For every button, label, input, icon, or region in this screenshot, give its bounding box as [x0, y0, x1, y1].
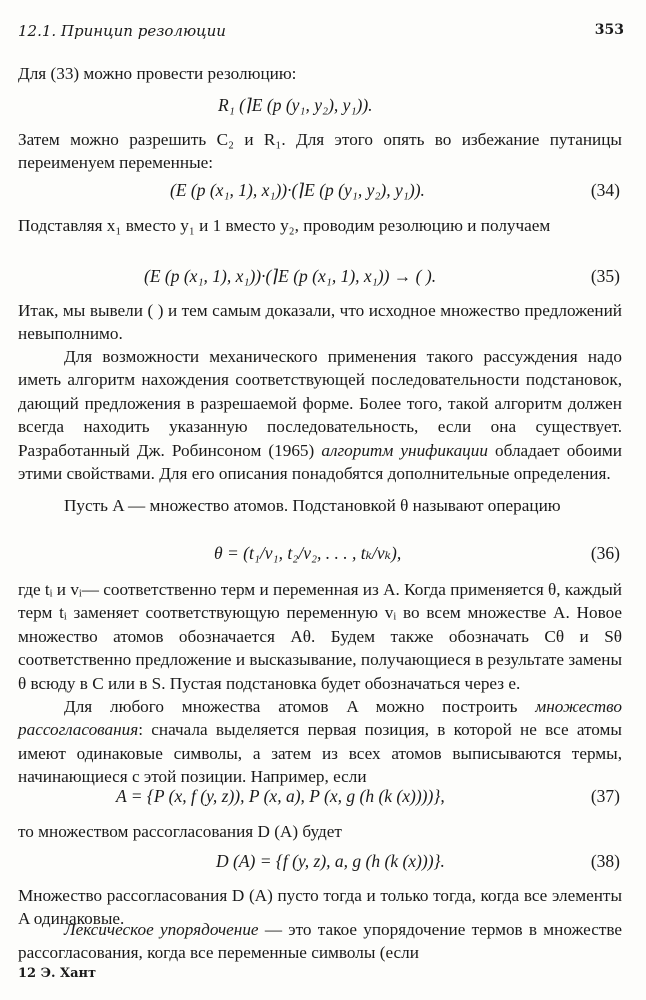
page-number: 353	[594, 22, 624, 38]
equation-35-formula: (E (p (x₁, 1), x₁))·(⌉E (p (x₁, 1), x₁)) → ( ).	[144, 266, 437, 286]
equation-38	[18, 851, 622, 875]
equation-38-number: (38)	[590, 851, 620, 871]
paragraph-1: Для (33) можно провести резолюцию:	[18, 64, 297, 83]
paragraph-5-text-a: Для возможности механического применения такого рассуждения надо иметь алгоритм нахождения соответствующей последовательности подстановок, дающий предложения в разрешаемой форме. Более того, такой алгоритм должен всегда находить указанную последовательность, если она существует. Разработанный Дж. Робинсоном (1965)	[18, 347, 622, 460]
paragraph-3: Подставляя x₁ вместо y₁ и 1 вместо y₂, проводим резолюцию и получаем	[18, 216, 551, 235]
paragraph-2: Затем можно разрешить C₂ и R₁. Для этого опять во избежание путаницы переименуем переменные:	[18, 130, 622, 173]
paragraph-7: где tᵢ и vᵢ— соответственно терм и переменная из A. Когда применяется θ, каждый терм tᵢ заменяет соответствующую переменную vᵢ во всем множестве A. Новое множество атомов обозначается Aθ. Будем также обозначать Cθ и Sθ соответственно предложение и высказывание, получающиеся в результате замены θ всюду в C или в S. Пустая подстановка будет обозначаться через e.	[18, 580, 622, 693]
equation-36	[18, 543, 622, 567]
equation-r1-formula: R₁ (⌉E (p (y₁, y₂), y₁)).	[218, 95, 373, 115]
paragraph-11-text: — это такое упорядочение термов в множестве рассогласования, когда все переменные символы (если	[18, 920, 622, 963]
equation-37-formula: A = {P (x, f (y, z)), P (x, a), P (x, g (h (k (x))))},	[116, 786, 445, 806]
equation-34-number: (34)	[590, 180, 620, 200]
paragraph-6: Пусть A — множество атомов. Подстановкой θ называют операцию	[64, 496, 561, 515]
equation-36-formula: θ = (t₁/v₁, t₂/v₂, . . . , tₖ/vₖ),	[214, 543, 402, 563]
paragraph-11-term: Лексическое упорядочение	[64, 920, 259, 939]
equation-r1	[18, 95, 622, 119]
paragraph-8-term: множество рассогласования	[18, 697, 622, 740]
section-title: 12.1. Принцип резолюции	[18, 22, 226, 40]
paragraph-5-text-b: обладает обоими этими свойствами. Для его описания понадобятся дополнительные определения.	[18, 440, 622, 484]
paragraph-8-text-b: : сначала выделяется первая позиция, в которой не все атомы имеют одинаковые символы, а затем из всех атомов выписываются термы, начинающиеся с этой позиции. Например, если	[18, 720, 622, 787]
equation-35	[18, 266, 622, 290]
paragraph-5-term: алгоритм унификации	[321, 440, 488, 460]
equation-34-formula: (E (p (x₁, 1), x₁))·(⌉E (p (y₁, y₂), y₁)).	[170, 180, 425, 200]
paragraph-8	[18, 695, 622, 789]
paragraph-11	[18, 918, 622, 965]
paragraph-10: Множество рассогласования D (A) пусто тогда и только тогда, когда все элементы A одинаковые.	[18, 886, 622, 929]
equation-36-number: (36)	[590, 543, 620, 563]
equation-37-number: (37)	[590, 786, 620, 806]
equation-34	[18, 180, 622, 204]
running-header	[18, 22, 624, 44]
equation-37	[18, 786, 622, 810]
paragraph-8-text-a: Для любого множества атомов A можно построить	[64, 697, 536, 716]
paragraph-9: то множеством рассогласования D (A) будет	[18, 822, 342, 841]
equation-35-number: (35)	[590, 266, 620, 286]
paragraph-4: Итак, мы вывели ( ) и тем самым доказали, что исходное множество предложений невыполнимо.	[18, 301, 622, 344]
printer-signature: 12 Э. Хант	[18, 966, 97, 981]
equation-38-formula: D (A) = {f (y, z), a, g (h (k (x)))}.	[216, 851, 445, 871]
paragraph-5	[18, 345, 622, 485]
